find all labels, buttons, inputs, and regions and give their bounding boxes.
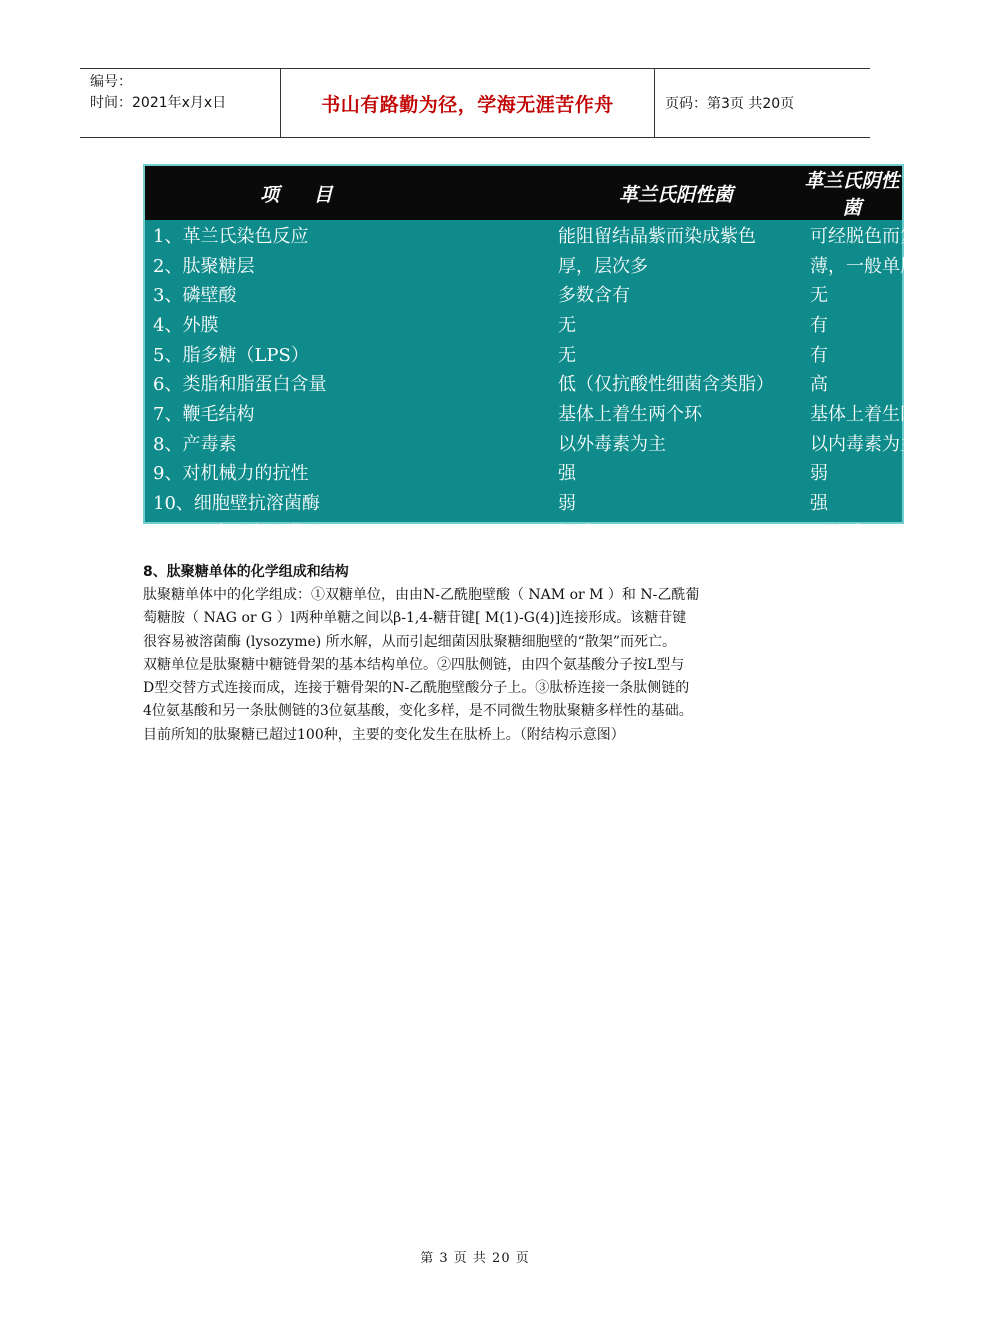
table-cell: 低（仅抗酸性细菌含类脂）	[558, 374, 774, 396]
table-row	[145, 250, 902, 280]
document-number: 编号：	[90, 74, 132, 90]
table-cell: 多数含有	[558, 285, 630, 307]
header-page-info: 页码：第3页 共20页	[665, 96, 795, 112]
page-footer: 第 3 页 共 20 页	[420, 1251, 530, 1266]
table-header-row	[145, 166, 902, 220]
table-cell: 弱	[810, 463, 828, 485]
table-cell: 以外毒素为主	[558, 433, 666, 455]
table-cell: 4、外膜	[153, 314, 219, 336]
table-cell: 强	[810, 493, 828, 515]
table-cell: 敏感	[558, 522, 594, 544]
table-cell: 7、鞭毛结构	[153, 403, 255, 425]
table-cell: 以内毒素为主	[810, 433, 918, 455]
table-cell: 高	[810, 374, 828, 396]
body-line: 4位氨基酸和另一条肽侧链的3位氨基酸，变化多样，是不同微生物肽聚糖多样性的基础。	[143, 703, 693, 720]
header-motto: 书山有路勤为径，学海无涯苦作舟	[281, 69, 655, 137]
table-cell: 弱	[558, 493, 576, 515]
table-cell: 2、肽聚糖层	[153, 255, 255, 277]
table-row	[145, 339, 902, 369]
body-line: 双糖单位是肽聚糖中糖链骨架的基本结构单位。②四肽侧链，由四个氨基酸分子按L型与	[143, 656, 685, 673]
table-cell: 基体上着生四个环	[810, 403, 954, 425]
body-line: 萄糖胺（ NAG or G ）l两种单糖之间以β-1,4-糖苷键[ M(1)-G(4)]连接形成。该糖苷键	[143, 610, 687, 627]
table-row	[145, 487, 902, 517]
table-cell: 基体上着生两个环	[558, 403, 702, 425]
table-cell: 9、对机械力的抗性	[153, 463, 309, 485]
table-cell: 有	[810, 314, 828, 336]
table-row	[145, 517, 902, 547]
body-line: 肽聚糖单体中的化学组成：①双糖单位，由由N-乙酰胞壁酸（ NAM or M ）和 N-乙酰葡	[143, 587, 700, 603]
body-line: D型交替方式连接而成，连接于糖骨架的N-乙酰胞壁酸分子上。③肽桥连接一条肽侧链的	[143, 680, 690, 697]
table-cell: 厚，层次多	[558, 255, 648, 277]
table-cell: 无	[558, 344, 576, 366]
document-date: 时间：2021年x月x日	[90, 95, 227, 111]
comparison-table-container	[143, 164, 990, 544]
table-cell: 无	[558, 314, 576, 336]
table-row	[145, 309, 902, 339]
section-heading: 8、肽聚糖单体的化学组成和结构	[143, 564, 349, 580]
body-line: 目前所知的肽聚糖已超过100种，主要的变化发生在肽桥上。（附结构示意图）	[143, 726, 625, 743]
table-cell: 3、磷壁酸	[153, 285, 237, 307]
header-meta	[80, 69, 281, 137]
table-row	[145, 220, 902, 250]
table-cell: 6、类脂和脂蛋白含量	[153, 374, 327, 396]
table-cell: 1、革兰氏染色反应	[153, 225, 309, 247]
table-cell: 8、产毒素	[153, 433, 237, 455]
table-header-cell: 革兰氏阴性菌	[802, 166, 902, 220]
table-cell: 能阻留结晶紫而染成紫色	[558, 225, 756, 247]
table-cell: 10、细胞壁抗溶菌酶	[153, 493, 320, 515]
table-cell: 有	[810, 344, 828, 366]
table-cell: 11、对青霉素和磺胺	[153, 522, 320, 544]
table-row	[145, 458, 902, 488]
body-line: 很容易被溶菌酶 (lysozyme) 所水解，从而引起细菌因肽聚糖细胞壁的“散架”而死亡。	[143, 633, 676, 650]
table-header-cell: 革兰氏阳性菌	[550, 166, 802, 220]
table-cell: 薄，一般单层	[810, 255, 918, 277]
table-cell: 5、脂多糖（LPS）	[153, 344, 309, 366]
page-header	[80, 68, 870, 138]
table-row	[145, 279, 902, 309]
table-row	[145, 368, 902, 398]
table-cell: 无	[810, 285, 828, 307]
table-header-cell: 项 目	[145, 166, 550, 220]
table-row	[145, 428, 902, 458]
table-cell: 不敏感	[810, 522, 864, 544]
table-cell: 可经脱色而复染成红色	[810, 225, 990, 247]
gram-comparison-table	[145, 166, 990, 547]
section-body	[143, 584, 833, 747]
table-row	[145, 398, 902, 428]
table-cell: 强	[558, 463, 576, 485]
